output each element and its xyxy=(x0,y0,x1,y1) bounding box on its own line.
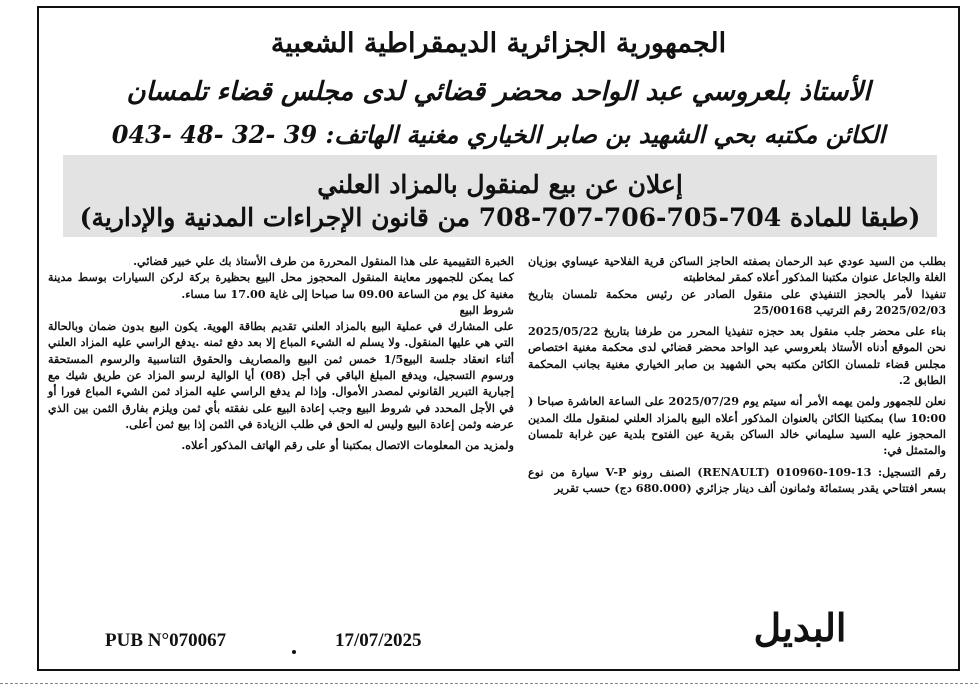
bailiff-name: الأستاذ بلعروسي عبد الواحد محضر قضائي لدى مجلس قضاء تلمسان xyxy=(126,77,871,107)
republic-title: الجمهورية الجزائرية الديمقراطية الشعبية xyxy=(270,28,727,59)
separator-dot xyxy=(292,650,296,654)
paragraph: ولمزيد من المعلومات الاتصال بمكتبنا أو على رقم الهاتف المذكور أعلاه. xyxy=(181,438,514,453)
newspaper-logo: البديل xyxy=(753,605,847,650)
left-column xyxy=(48,253,514,454)
section-heading: شروط البيع xyxy=(459,302,514,317)
announcement-subtitle: (طبقا للمادة 704-705-706-707-708 من قانون الإجراءات المدنية والإدارية) xyxy=(79,203,921,232)
right-column xyxy=(528,253,946,496)
paragraph: تنفيذا لأمر بالحجز التنفيذي على منقول الصادر عن رئيس محكمة تلمسان بتاريخ 2025/02/03 رقم الترتيب 25/00168 xyxy=(528,286,946,317)
paragraph: بناء على محضر جلب منقول بعد حجزه تنفيذيا المحرر من طرفنا بتاريخ 2025/05/22 نحن الموقع أدناه الأستاذ بلعروسي عبد الواحد محضر قضائي لدى محكمة مغنية اختصاص مجلس قضاء تلمسان الكائن مكتبه بحي الشهيد بن صابر الخياري مغنية بجانب المحكمة الطابق 2. xyxy=(528,324,946,388)
paragraph: الخبرة التقييمية على هذا المنقول المحررة من طرف الأستاذ بك علي خبير قضائي. xyxy=(133,254,514,268)
paragraph: بطلب من السيد عودي عبد الرحمان بصفته الحاجز الساكن قرية الفلاحية عيساوي بوزيان الغلة والجاعل عنوان مكتبنا المذكور أعلاه كمقر لمخاطبته xyxy=(528,254,946,285)
paragraph: نعلن للجمهور ولمن يهمه الأمر أنه سيتم يوم 2025/07/29 على الساعة العاشرة صباحا ( 10:00 سا) بمكتبنا الكائن بالعنوان المذكور أعلاه البيع بالمزاد العلني لمنقول ملك المدين المحجوز عليه السيد سليماني خالد الساكن بقرية عين الفتوح بلدية عين غرابة تلمسان والمتمثل في: xyxy=(528,394,947,458)
paragraph: كما يمكن للجمهور معاينة المنقول المحجوز محل البيع بحظيرة بركة لركن السيارات بوسط مدينة مغنية كل يوم من الساعة 09.00 سا صباحا إلى غاية 17.00 سا مساء. xyxy=(48,270,514,301)
publication-number: PUB N°070067 xyxy=(105,630,227,651)
publication-date: 17/07/2025 xyxy=(335,630,422,651)
paragraph: رقم التسجيل: 13-109-010960 (RENAULT) الصنف رونو V-P سيارة من نوع بسعر افتتاحي يقدر بستمائة وثمانون ألف دينار جزائري (680.000 دج) حسب تقرير xyxy=(528,464,946,495)
announcement-title: إعلان عن بيع لمنقول بالمزاد العلني xyxy=(317,170,683,199)
paragraph: على المشارك في عملية البيع بالمزاد العلني تقديم بطاقة الهوية. يكون البيع بدون ضمان وبالحالة التي هي عليها المنقول. ولا يسلم له الشيء المباع إلا بعد دفع ثمنه .يدفع الراسي عليه المزاد العلني أثناء انعقاد جلسة البيع1/5 خمس ثمن البيع والمصاريف والحقوق التناسبية والرسوم المستحقة ورسوم التسجيل، ويدفع المبلغ الباقي في أجل (08) أيا الوالية لرسو المزاد عن طريق شيك مع إجبارية التبرير القانوني لمصدر الأموال. وإذا لم يدفع الراسي عليه المزاد ثمن الشيء المباع فورا أو في الأجل المحدد في شروط البيع وجب إعادة البيع على نفقته بأي ثمن ويلزم بفارق الثمن بين الذي عرضه وثمن إعادة البيع وليس له الحق في طلب الزيادة في الثمن إذا بيع ثمن أعلى. xyxy=(48,319,514,431)
bottom-divider xyxy=(0,683,978,684)
bailiff-address: الكائن مكتبه بحي الشهيد بن صابر الخياري مغنية الهاتف: 39 -32 -48 -043 xyxy=(111,120,886,149)
